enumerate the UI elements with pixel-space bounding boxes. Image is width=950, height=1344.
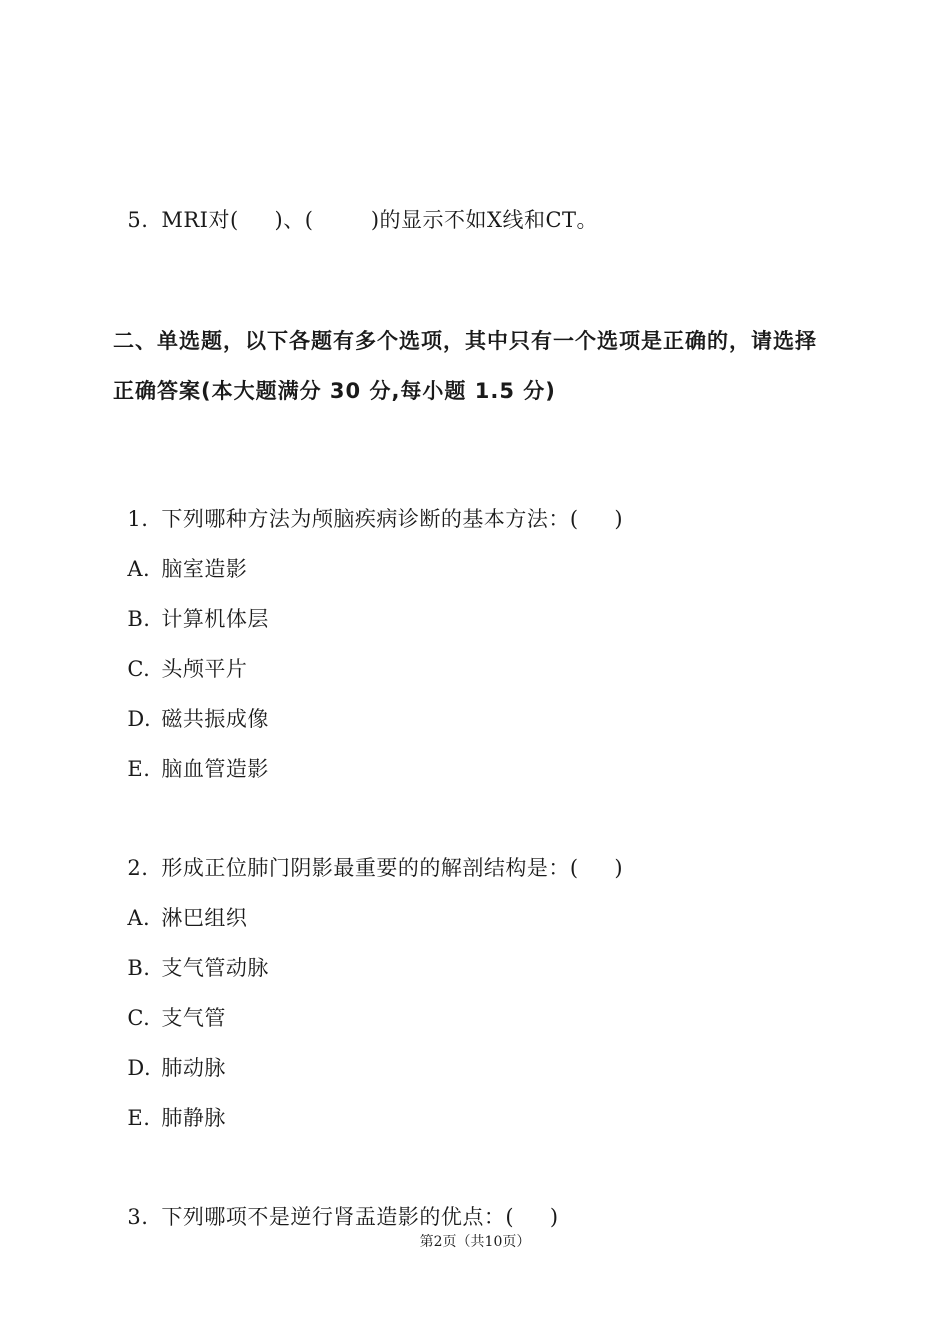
question-number: 2. (127, 856, 149, 880)
question-1-option-c (113, 627, 247, 683)
option-text: 肺静脉 (161, 1106, 226, 1130)
option-text: 计算机体层 (161, 607, 269, 631)
question-2-option-c (113, 976, 226, 1032)
section-heading-line-2: 正确答案(本大题满分 30 分,每小题 1.5 分) (113, 379, 556, 403)
question-2-option-d (113, 1026, 226, 1082)
option-letter: D. (127, 707, 152, 731)
option-letter: B. (127, 607, 151, 631)
option-text: 磁共振成像 (161, 707, 269, 731)
question-1-option-b (113, 577, 269, 633)
option-text: 淋巴组织 (161, 906, 248, 930)
question-text: 下列哪种方法为颅脑疾病诊断的基本方法：( ) (161, 507, 624, 531)
option-letter: B. (127, 956, 151, 980)
question-1-stem (113, 477, 623, 533)
option-letter: E. (127, 757, 151, 781)
option-text: 脑血管造影 (161, 757, 269, 781)
question-number: 5. (127, 208, 149, 232)
question-text: 下列哪项不是逆行肾盂造影的优点：( ) (161, 1205, 559, 1229)
section-heading-line-1: 二、单选题，以下各题有多个选项，其中只有一个选项是正确的，请选择 (113, 329, 817, 353)
option-letter: D. (127, 1056, 152, 1080)
page-footer: 第2页（共10页） (419, 1234, 531, 1250)
question-1-option-e (113, 727, 269, 783)
question-2-stem (113, 826, 623, 882)
question-2-option-a (113, 876, 247, 932)
question-5 (113, 178, 598, 234)
option-letter: C. (127, 657, 151, 681)
question-1-option-a (113, 527, 247, 583)
option-letter: C. (127, 1006, 151, 1030)
option-letter: E. (127, 1106, 151, 1130)
question-1-option-d (113, 677, 269, 733)
question-text: 形成正位肺门阴影最重要的的解剖结构是：( ) (161, 856, 624, 880)
option-text: 支气管动脉 (161, 956, 269, 980)
option-text: 脑室造影 (161, 557, 248, 581)
option-letter: A. (127, 906, 151, 930)
question-text: MRI对( )、( )的显示不如X线和CT。 (161, 208, 599, 232)
question-2-option-b (113, 926, 269, 982)
option-text: 头颅平片 (161, 657, 248, 681)
question-2-option-e (113, 1076, 226, 1132)
question-number: 3. (127, 1205, 149, 1229)
option-letter: A. (127, 557, 151, 581)
question-number: 1. (127, 507, 149, 531)
option-text: 肺动脉 (161, 1056, 226, 1080)
option-text: 支气管 (161, 1006, 226, 1030)
question-3-stem (113, 1175, 559, 1231)
